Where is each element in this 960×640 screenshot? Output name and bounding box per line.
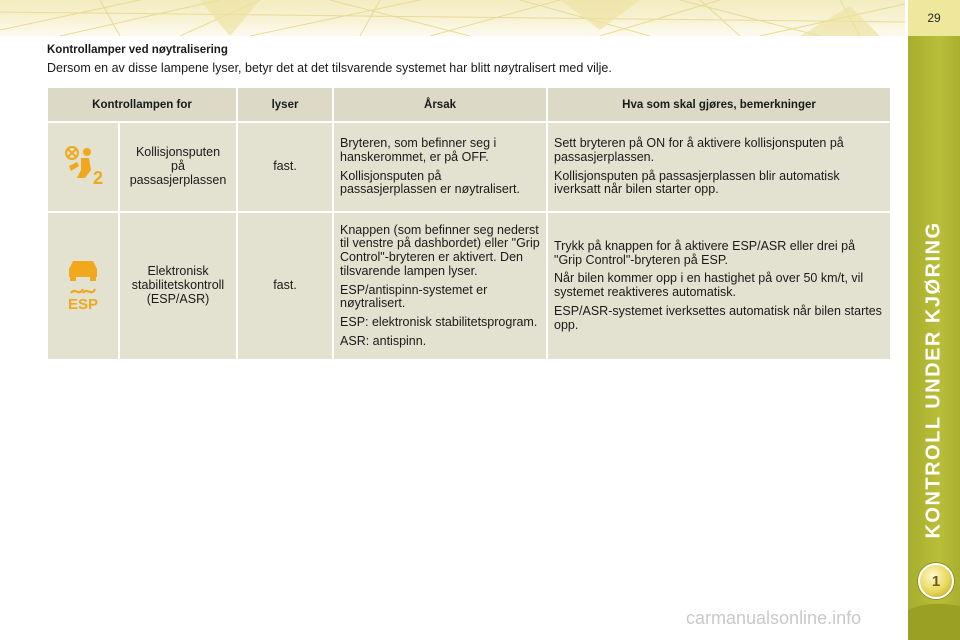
lamp-name-line: stabilitetskontroll <box>131 278 225 293</box>
esp-icon-text: ESP <box>67 296 99 312</box>
cause-text: Knappen (som befinner seg nederst til venstre på dashbordet) eller "Grip Control"-bryteren er aktivert. Den tilsvarende lampen lyser. <box>340 222 540 278</box>
action-text: Når bilen kommer opp i en hastighet på over 50 km/t, vil systemet reaktiveres automatisk. <box>554 271 864 299</box>
section-intro: Dersom en av disse lampene lyser, betyr det at det tilsvarende systemet har blitt nøytralisert med vilje. <box>47 61 612 75</box>
chapter-number-badge <box>918 563 954 599</box>
header-lamp: Kontrollampen for <box>48 88 236 121</box>
lamp-name-cell <box>120 213 236 359</box>
lamp-cause-cell <box>334 213 546 359</box>
watermark: carmanualsonline.info <box>686 608 862 628</box>
cause-text: Kollisjonsputen på passasjerplassen er nøytralisert. <box>340 168 520 197</box>
cause-text: ESP: elektronisk stabilitetsprogram. <box>340 315 538 329</box>
table-header-row <box>48 88 890 121</box>
action-text: Kollisjonsputen på passasjerplassen blir automatisk iverksatt når bilen starter opp. <box>554 168 840 197</box>
lamp-name-line: passasjerplassen <box>129 172 227 187</box>
lamp-name-line: Elektronisk <box>147 264 209 279</box>
header-action: Hva som skal gjøres, bemerkninger <box>548 88 890 121</box>
table-row <box>48 123 890 211</box>
svg-text:2: 2 <box>93 168 104 187</box>
table-row <box>48 213 890 359</box>
section-heading: Kontrollamper ved nøytralisering <box>47 44 228 56</box>
lamp-icon-cell <box>48 123 118 211</box>
page-number: 29 <box>908 0 960 36</box>
chapter-sidebar <box>908 0 960 640</box>
top-banner <box>0 0 905 36</box>
chapter-number: 1 <box>931 572 941 590</box>
chapter-title: KONTROLL UNDER KJØRING <box>922 221 945 539</box>
warning-lamps-table <box>46 86 892 361</box>
lamp-name-line: på <box>171 159 185 174</box>
esp-off-icon <box>59 257 107 311</box>
lamp-action-cell <box>548 213 890 359</box>
header-cause: Årsak <box>334 88 546 121</box>
action-text: Trykk på knappen for å aktivere ESP/ASR eller drei på "Grip Control"-bryteren på ESP. <box>554 238 856 267</box>
cause-text: ASR: antispinn. <box>340 333 427 348</box>
lamp-action-cell <box>548 123 890 211</box>
airbag-off-icon <box>59 144 107 186</box>
header-state: lyser <box>238 88 332 121</box>
lamp-name-line: Kollisjonsputen <box>135 145 221 160</box>
action-text: ESP/ASR-systemet iverksettes automatisk når bilen startes opp. <box>554 303 882 332</box>
lamp-cause-cell <box>334 123 546 211</box>
lamp-state: fast. <box>238 213 332 359</box>
cause-text: ESP/antispinn-systemet er nøytralisert. <box>340 282 488 311</box>
lamp-state: fast. <box>238 123 332 211</box>
action-text: Sett bryteren på ON for å aktivere kollisjonsputen på passasjerplassen. <box>554 136 844 164</box>
lamp-name-line: (ESP/ASR) <box>146 291 210 306</box>
lamp-icon-cell <box>48 213 118 359</box>
banner-pattern <box>0 0 905 36</box>
cause-text: Bryteren, som befinner seg i hanskerommet, er på OFF. <box>340 136 497 164</box>
lamp-name-cell <box>120 123 236 211</box>
